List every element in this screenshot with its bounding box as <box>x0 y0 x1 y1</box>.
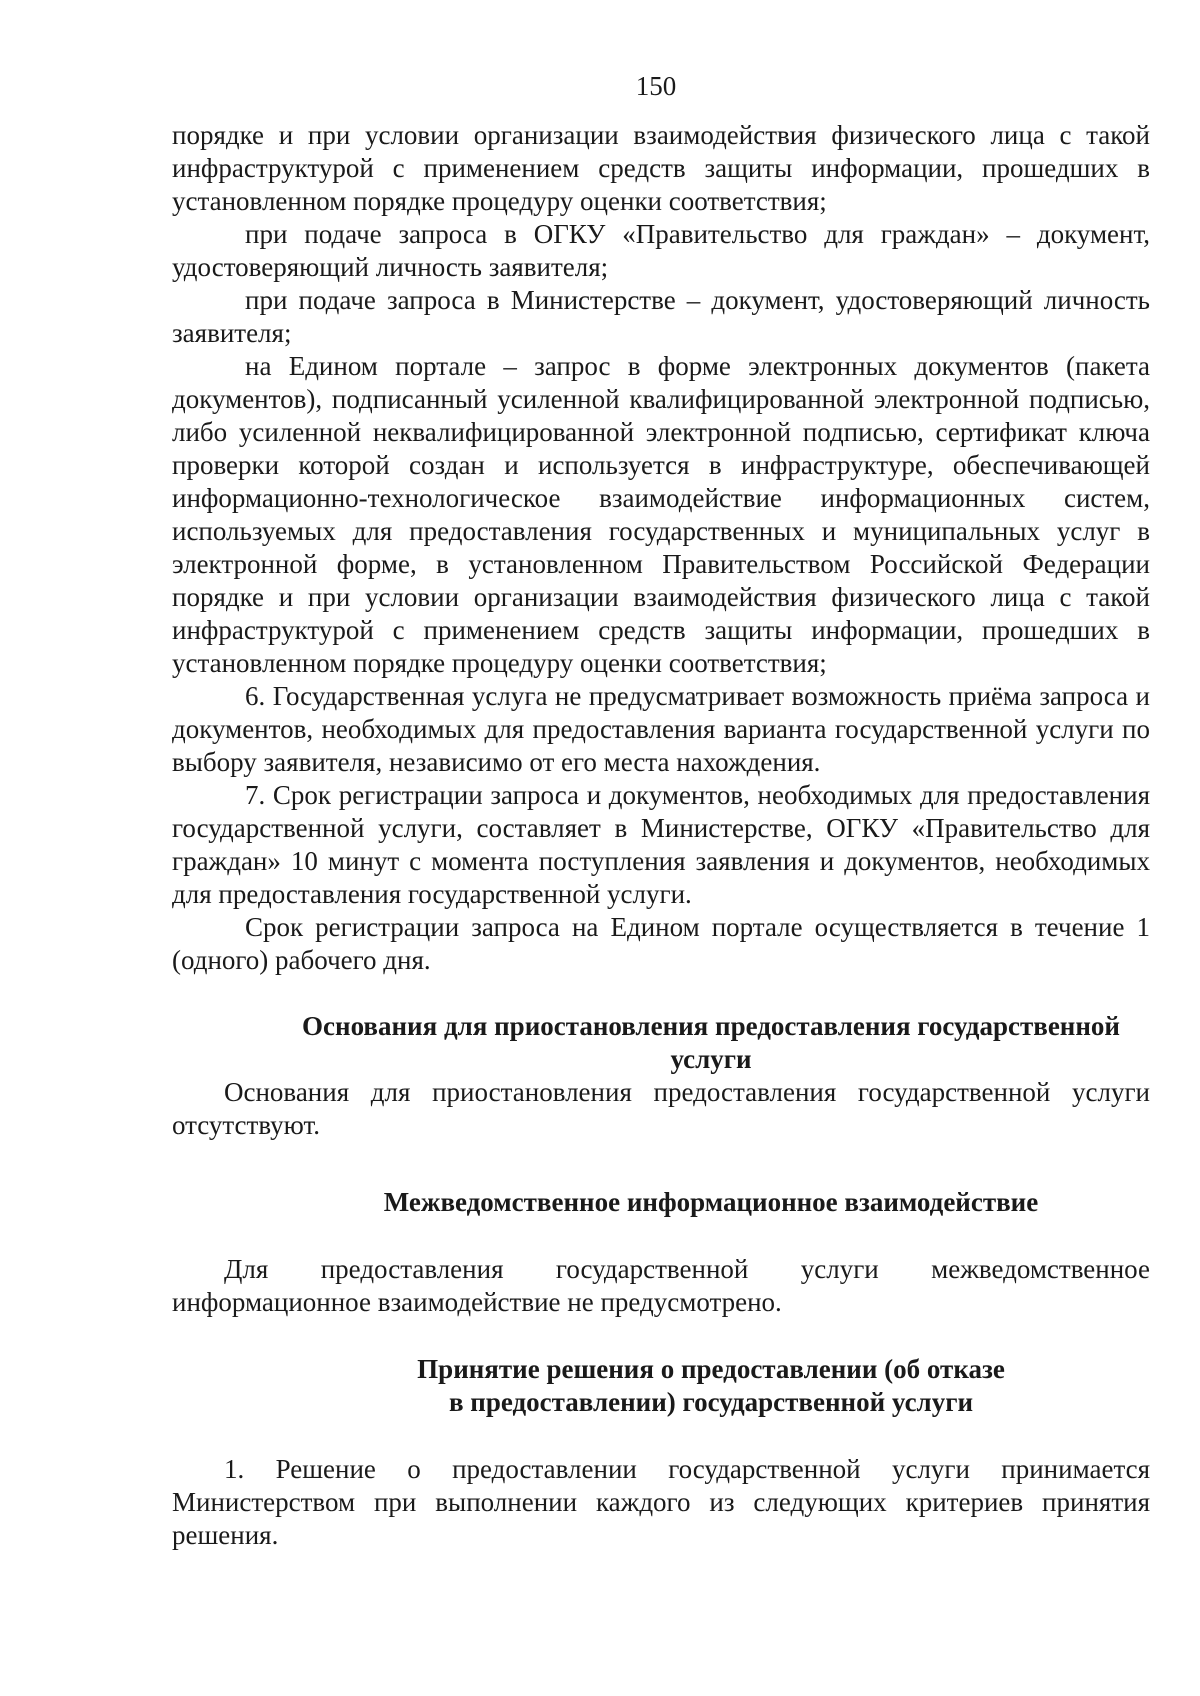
heading-suspension-grounds: Основания для приостановления предоставления государственной услуги <box>302 1011 1120 1074</box>
heading-decision-line1: Принятие решения о предоставлении (об отказе <box>417 1354 1005 1384</box>
heading-interagency-interaction: Межведомственное информационное взаимодействие <box>383 1187 1039 1217</box>
document-body <box>172 119 1150 1552</box>
page-number: 150 <box>635 71 677 101</box>
heading-decision-line2: в предоставлении) государственной услуги <box>448 1387 974 1417</box>
paragraph-unified-portal: на Едином портале – запрос в форме электронных документов (пакета документов), подписанный усиленной квалифицированной электронной подписью, либо усиленной неквалифицированной электронной подписью, сертификат ключа проверки которой создан и используется в инфраструктуре, обеспечивающей информационно-технологическое взаимодействие информационных систем, используемых для предоставления государственных и муниципальных услуг в электронной форме, в установленном Правительством Российской Федерации порядке и при условии организации взаимодействия физического лица с такой инфраструктурой с применением средств защиты информации, прошедших в установленном порядке процедуру оценки соответствия; <box>172 351 1150 678</box>
paragraph-ministry-document: при подаче запроса в Министерстве – документ, удостоверяющий личность заявителя; <box>172 285 1150 348</box>
paragraph-interagency-interaction: Для предоставления государственной услуги межведомственное информационное взаимодействие не предусмотрено. <box>172 1254 1150 1317</box>
paragraph-item-6: 6. Государственная услуга не предусматривает возможность приёма запроса и документов, необходимых для предоставления варианта государственной услуги по выбору заявителя, независимо от его места нахождения. <box>172 681 1150 777</box>
paragraph-continuation: порядке и при условии организации взаимодействия физического лица с такой инфраструктурой с применением средств защиты информации, прошедших в установленном порядке процедуру оценки соответствия; <box>172 120 1150 216</box>
paragraph-registration-term: Срок регистрации запроса на Едином портале осуществляется в течение 1 (одного) рабочего дня. <box>172 912 1150 975</box>
paragraph-item-7: 7. Срок регистрации запроса и документов, необходимых для предоставления государственной услуги, составляет в Министерстве, ОГКУ «Правительство для граждан» 10 минут с момента поступления заявления и документов, необходимых для предоставления государственной услуги. <box>172 780 1150 909</box>
paragraph-ogku-document: при подаче запроса в ОГКУ «Правительство для граждан» – документ, удостоверяющий личность заявителя; <box>172 219 1150 282</box>
paragraph-suspension-grounds: Основания для приостановления предоставления государственной услуги отсутствуют. <box>172 1077 1150 1140</box>
paragraph-decision-item-1: 1. Решение о предоставлении государственной услуги принимается Министерством при выполнении каждого из следующих критериев принятия решения. <box>172 1454 1150 1550</box>
